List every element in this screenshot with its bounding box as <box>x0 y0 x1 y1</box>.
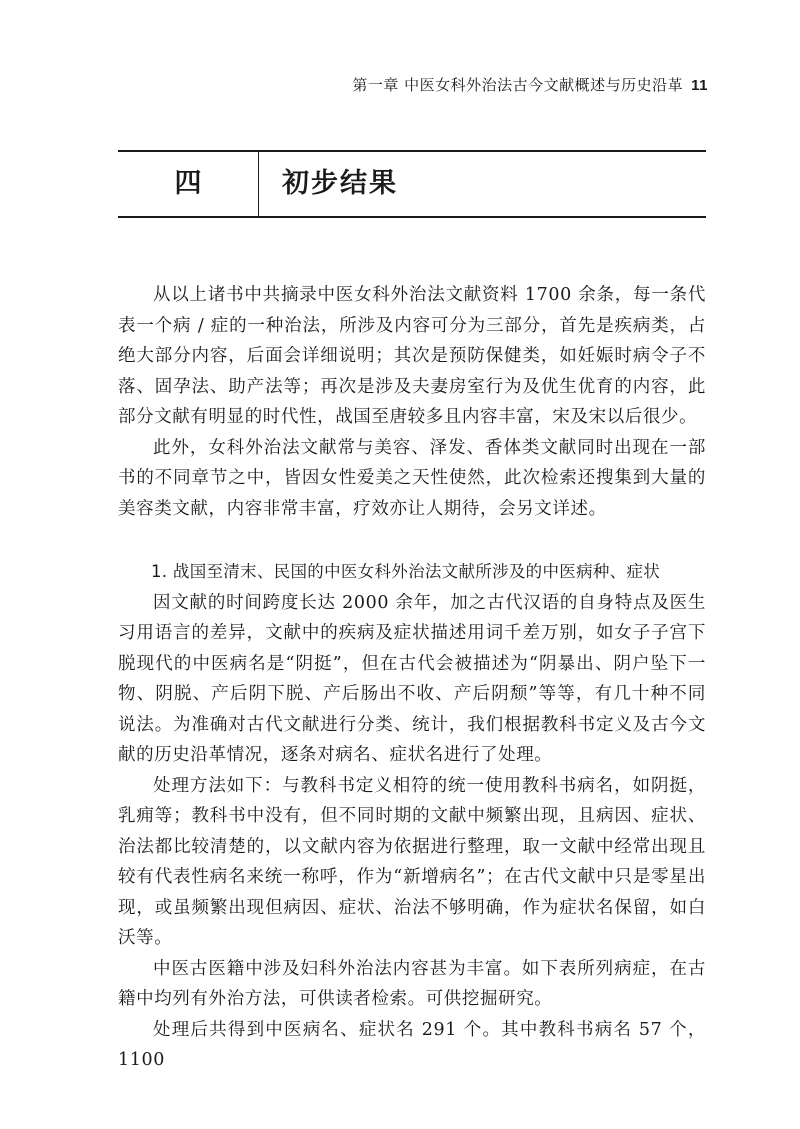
running-header <box>352 74 708 95</box>
running-title: 第一章 中医女科外治法古今文献概述与历史沿革 <box>352 76 684 94</box>
paragraph: 中医古医籍中涉及妇科外治法内容甚为丰富。如下表所列病症，在古籍中均列有外治方法，可供读者检索。可供挖掘研究。 <box>118 958 706 1009</box>
section-heading-box <box>118 150 706 218</box>
body-text <box>118 280 706 1076</box>
paragraph: 此外，女科外治法文献常与美容、泽发、香体类文献同时出现在一部书的不同章节之中，皆因女性爱美之天性使然，此次检索还搜集到大量的美容类文献，内容非常丰富，疗效亦让人期待，会另文详述。 <box>118 437 706 519</box>
paragraph: 处理方法如下：与教科书定义相符的统一使用教科书病名，如阴挺，乳痈等；教科书中没有，但不同时期的文献中频繁出现，且病因、症状、治法都比较清楚的，以文献内容为依据进行整理，取一文献中经常出现且较有代表性病名来统一称呼，作为“新增病名”；在古代文献中只是零星出现，或虽频繁出现但病因、症状、治法不够明确，作为症状名保留，如白沃等。 <box>118 775 706 948</box>
spacer <box>118 524 706 557</box>
subsection-heading: 1. 战国至清末、民国的中医女科外治法文献所涉及的中医病种、症状 <box>151 562 661 581</box>
paragraph: 因文献的时间跨度长达 2000 余年，加之古代汉语的自身特点及医生习用语言的差异，文献中的疾病及症状描述用词千差万别，如女子子宫下脱现代的中医病名是“阴挺”，但在古代会被描述为“阴暴出、阴户坠下一物、阴脱、产后阴下脱、产后肠出不收、产后阴颓”等等，有几十种不同说法。为准确对古代文献进行分类、统计，我们根据教科书定义及古今文献的历史沿革情况，逐条对病名、症状名进行了处理。 <box>118 592 706 765</box>
page-number: 11 <box>691 77 708 94</box>
paragraph: 从以上诸书中共摘录中医女科外治法文献资料 1700 余条，每一条代表一个病 / 症的一种治法，所涉及内容可分为三部分，首先是疾病类，占绝大部分内容，后面会详细说明；其次是预防保健类，如妊娠时病令子不落、固孕法、助产法等；再次是涉及夫妻房室行为及优生优育的内容，此部分文献有明显的时代性，战国至唐较多且内容丰富，宋及宋以后很少。 <box>118 285 706 427</box>
section-number: 四 <box>174 168 202 199</box>
paragraph: 处理后共得到中医病名、症状名 291 个。其中教科书病名 57 个，1100 <box>118 1019 706 1070</box>
section-divider <box>258 152 259 216</box>
section-title: 初步结果 <box>282 168 398 199</box>
